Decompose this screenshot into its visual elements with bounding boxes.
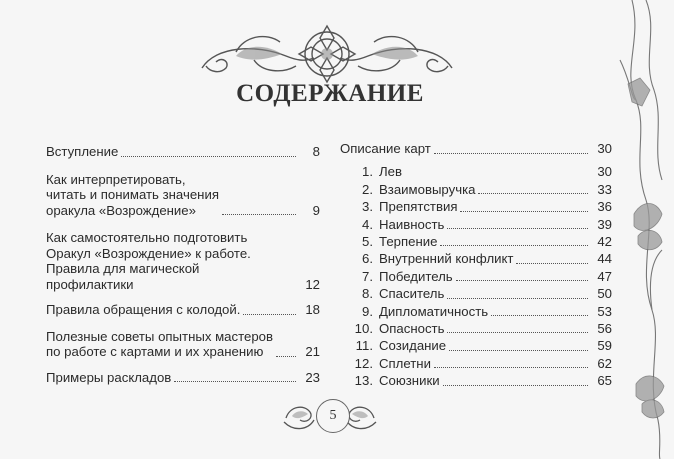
floral-vine-icon xyxy=(612,0,674,459)
card-entry[interactable]: 3. Препятствия 36 xyxy=(362,199,612,215)
card-entry[interactable]: 10. Опасность 56 xyxy=(354,320,612,336)
card-entry[interactable]: 7. Победитель 47 xyxy=(362,268,612,284)
dot-leader xyxy=(434,153,588,154)
dot-leader xyxy=(491,315,588,316)
dot-leader xyxy=(447,298,588,299)
dot-leader xyxy=(456,280,588,281)
dot-leader xyxy=(447,228,588,229)
card-entry[interactable]: 1. Лев 30 xyxy=(362,164,612,180)
dot-leader xyxy=(276,356,296,357)
toc-left-column xyxy=(46,144,320,385)
toc-entry[interactable]: Как самостоятельно подготовить Оракул «Возрождение» к работе. Правила для магической профилактики 12 xyxy=(46,230,320,292)
dot-leader xyxy=(449,350,588,351)
toc-section-header[interactable]: Описание карт 30 xyxy=(340,141,612,156)
page-title: СОДЕРЖАНИЕ xyxy=(236,80,424,107)
card-entry[interactable]: 8. Спаситель 50 xyxy=(362,286,612,302)
toc-entry[interactable]: Примеры раскладов 23 xyxy=(46,369,320,385)
toc-entry[interactable]: Правила обращения с колодой. 18 xyxy=(46,302,320,317)
card-entry[interactable]: 6. Внутренний конфликт 44 xyxy=(362,251,612,267)
dot-leader xyxy=(478,193,588,194)
dot-leader xyxy=(121,156,296,157)
dot-leader xyxy=(222,214,296,215)
dot-leader xyxy=(516,263,588,264)
dot-leader xyxy=(174,381,296,382)
card-entry[interactable]: 9. Дипломатичность 53 xyxy=(362,303,612,319)
dot-leader xyxy=(434,367,588,368)
toc-entry[interactable]: Полезные советы опытных мастеров по работе с картами и их хранению 21 xyxy=(46,328,320,359)
dot-leader xyxy=(443,385,588,386)
card-entry[interactable]: 2. Взаимовыручка 33 xyxy=(362,181,612,197)
card-entry[interactable]: 11. Созидание 59 xyxy=(355,338,612,354)
dot-leader xyxy=(460,211,588,212)
card-entry[interactable]: 12. Сплетни 62 xyxy=(354,355,612,371)
dot-leader xyxy=(243,314,296,315)
toc-entry[interactable]: Как интерпретировать, читать и понимать значения оракула «Возрождение» 9 xyxy=(46,171,320,218)
card-entry[interactable]: 5. Терпение 42 xyxy=(362,233,612,249)
card-entry[interactable]: 4. Наивность 39 xyxy=(362,216,612,232)
page-number: 5 xyxy=(316,399,350,433)
toc-entry[interactable]: Вступление 8 xyxy=(46,144,320,159)
dot-leader xyxy=(440,245,588,246)
card-entry[interactable]: 13. Союзники 65 xyxy=(354,373,612,389)
toc-right-column xyxy=(340,141,612,389)
dot-leader xyxy=(447,332,588,333)
